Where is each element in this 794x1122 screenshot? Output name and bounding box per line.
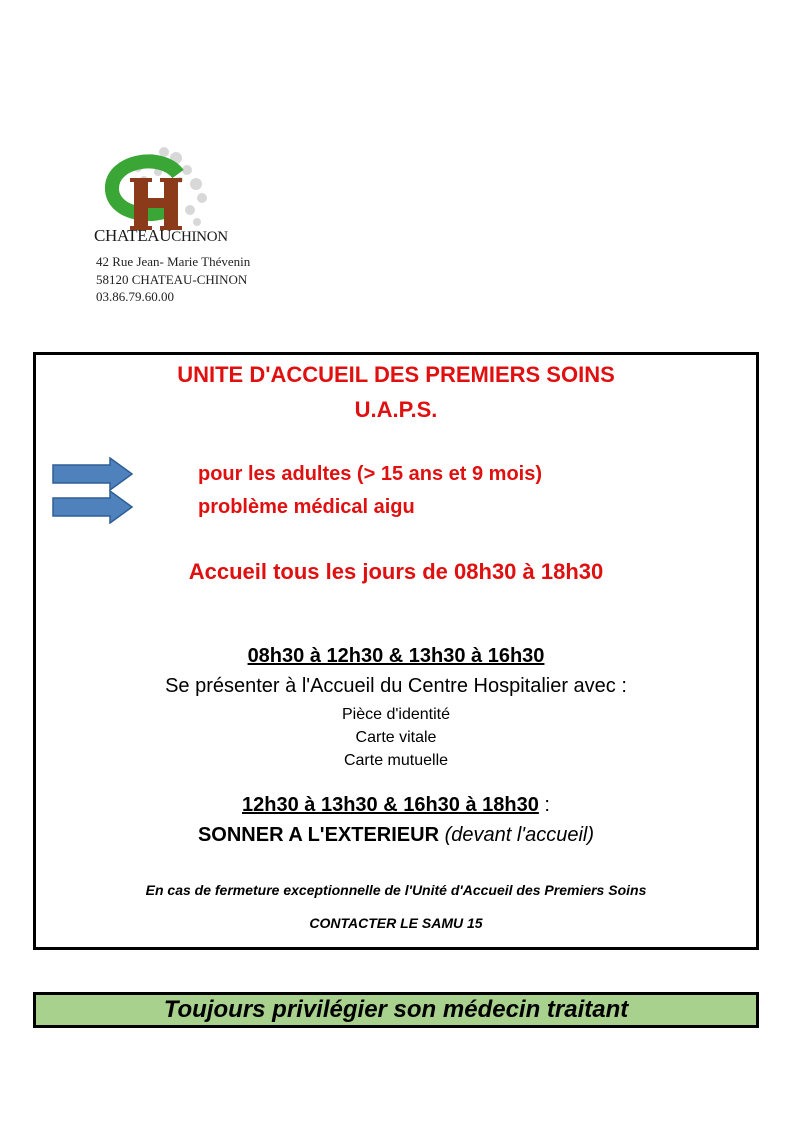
address-city: 58120 CHATEAU-CHINON: [96, 272, 248, 287]
slot2-time: 12h30 à 13h30 & 16h30 à 18h30: [242, 794, 539, 816]
slot1-time: 08h30 à 12h30 & 13h30 à 16h30: [247, 645, 545, 667]
document-item: Carte vitale: [355, 729, 437, 746]
emergency-contact: CONTACTER LE SAMU 15: [309, 915, 483, 931]
hospital-logo: [92, 140, 292, 310]
slot2-instruction-line: [36, 824, 756, 847]
phone-number: 03.86.79.60.00: [96, 289, 174, 304]
slot1-instruction: Se présenter à l'Accueil du Centre Hospitalier avec :: [165, 675, 627, 697]
opening-hours: Accueil tous les jours de 08h30 à 18h30: [188, 559, 604, 584]
info-box: [33, 352, 759, 950]
footer-banner: Toujours privilégier son médecin traitant: [33, 992, 759, 1028]
logo-brand-name: CHATEAUCHINON: [94, 226, 228, 245]
page-subtitle: U.A.P.S.: [354, 397, 438, 422]
bullet-adults: pour les adultes (> 15 ans et 9 mois): [198, 463, 543, 485]
document-item: Carte mutuelle: [343, 752, 449, 769]
slot2-colon: :: [538, 794, 550, 816]
bullet-acute-problem: problème médical aigu: [198, 496, 415, 518]
slot2-note: (devant l'accueil): [439, 824, 595, 846]
page-title: UNITE D'ACCUEIL DES PREMIERS SOINS: [177, 362, 615, 387]
arrow-right-icon: [52, 490, 134, 524]
slot2-time-line: [36, 794, 756, 817]
address-street: 42 Rue Jean- Marie Thévenin: [96, 254, 251, 269]
arrow-right-icon: [52, 457, 134, 491]
closure-note: En cas de fermeture exceptionnelle de l'Unité d'Accueil des Premiers Soins: [145, 882, 647, 898]
slot2-instruction: SONNER A L'EXTERIEUR: [197, 824, 440, 846]
document-item: Pièce d'identité: [341, 706, 450, 723]
